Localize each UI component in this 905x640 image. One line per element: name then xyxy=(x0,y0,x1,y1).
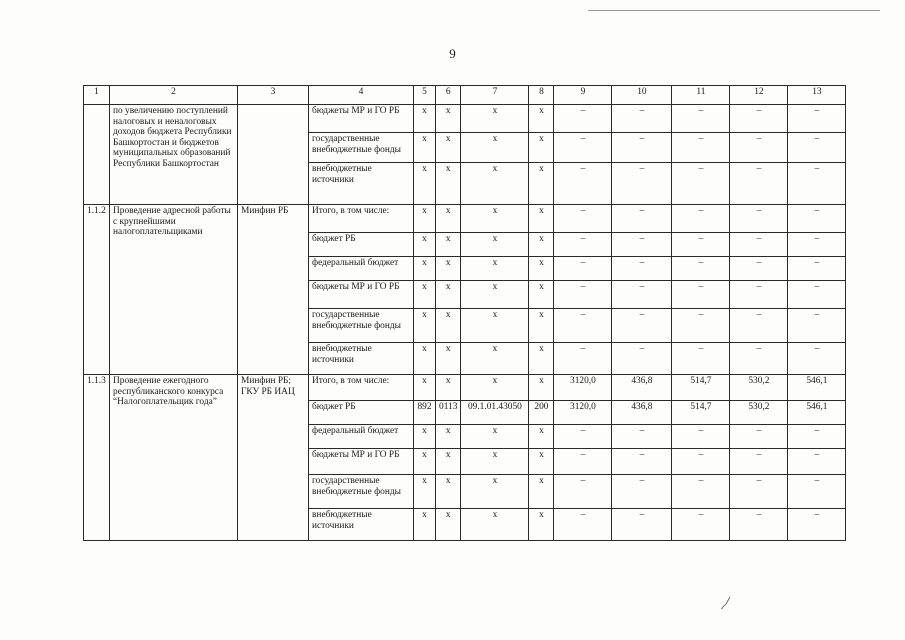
cell-c8: х xyxy=(529,105,554,133)
cell-c11: – xyxy=(672,509,730,541)
cell-c10: – xyxy=(612,133,672,163)
cell-c12: 530,2 xyxy=(730,401,788,425)
cell-c8: х xyxy=(529,475,554,509)
funding-source: внебюджетные источники xyxy=(309,343,414,375)
cell-c10: – xyxy=(612,425,672,449)
cell-c10: – xyxy=(612,257,672,281)
activity-name: по увеличению поступлений налоговых и неналоговых доходов бюджета Республики Башкортостан и бюджетов муниципальных образований Республики Башкортостан xyxy=(110,105,238,205)
cell-c5: х xyxy=(414,375,436,401)
cell-c5: 892 xyxy=(414,401,436,425)
cell-c13: – xyxy=(788,425,846,449)
header-row xyxy=(84,86,846,105)
cell-c10: – xyxy=(612,281,672,309)
cell-c12: – xyxy=(730,309,788,343)
cell-c8: х xyxy=(529,257,554,281)
cell-c13: – xyxy=(788,509,846,541)
cell-c10: – xyxy=(612,105,672,133)
cell-c8: х xyxy=(529,133,554,163)
column-header-4: 4 xyxy=(309,86,414,105)
cell-c11: – xyxy=(672,475,730,509)
cell-c13: – xyxy=(788,257,846,281)
cell-c13: – xyxy=(788,233,846,257)
cell-c12: – xyxy=(730,343,788,375)
item-code: 1.1.3 xyxy=(84,375,110,541)
cell-c11: – xyxy=(672,449,730,475)
cell-c8: х xyxy=(529,343,554,375)
cell-c9: – xyxy=(554,205,612,233)
cell-c9: 3120,0 xyxy=(554,401,612,425)
cell-c8: х xyxy=(529,309,554,343)
cell-c13: – xyxy=(788,105,846,133)
cell-c8: х xyxy=(529,449,554,475)
cell-c5: х xyxy=(414,133,436,163)
cell-c9: – xyxy=(554,233,612,257)
item-code: 1.1.2 xyxy=(84,205,110,375)
cell-c11: – xyxy=(672,105,730,133)
cell-c6: х xyxy=(436,205,461,233)
cell-c11: – xyxy=(672,343,730,375)
cell-c5: х xyxy=(414,509,436,541)
cell-c13: – xyxy=(788,309,846,343)
cell-c5: х xyxy=(414,449,436,475)
cell-c12: – xyxy=(730,163,788,205)
cell-c8: х xyxy=(529,163,554,205)
cell-c9: – xyxy=(554,309,612,343)
table-row xyxy=(84,205,846,233)
cell-c5: х xyxy=(414,425,436,449)
cell-c12: – xyxy=(730,449,788,475)
cell-c6: х xyxy=(436,281,461,309)
cell-c8: х xyxy=(529,509,554,541)
cell-c9: – xyxy=(554,133,612,163)
cell-c7: х xyxy=(461,449,529,475)
cell-c7: х xyxy=(461,281,529,309)
column-header-6: 6 xyxy=(436,86,461,105)
cell-c8: х xyxy=(529,425,554,449)
cell-c13: 546,1 xyxy=(788,401,846,425)
funding-source: государственные внебюджетные фонды xyxy=(309,475,414,509)
cell-c13: – xyxy=(788,163,846,205)
funding-source: бюджеты МР и ГО РБ xyxy=(309,105,414,133)
cell-c11: – xyxy=(672,257,730,281)
cell-c9: – xyxy=(554,449,612,475)
pen-mark xyxy=(720,596,732,610)
cell-c13: – xyxy=(788,475,846,509)
cell-c7: х xyxy=(461,425,529,449)
funding-source: государственные внебюджетные фонды xyxy=(309,133,414,163)
cell-c7: х xyxy=(461,133,529,163)
cell-c13: – xyxy=(788,133,846,163)
executor xyxy=(238,105,309,205)
cell-c6: х xyxy=(436,449,461,475)
cell-c10: – xyxy=(612,309,672,343)
cell-c7: х xyxy=(461,509,529,541)
cell-c8: х xyxy=(529,375,554,401)
funding-source: внебюджетные источники xyxy=(309,163,414,205)
column-header-12: 12 xyxy=(730,86,788,105)
cell-c10: – xyxy=(612,163,672,205)
cell-c13: – xyxy=(788,449,846,475)
cell-c10: – xyxy=(612,509,672,541)
cell-c9: – xyxy=(554,281,612,309)
cell-c9: – xyxy=(554,475,612,509)
activity-name: Проведение ежегодного республиканского конкурса “Налогоплательщик года” xyxy=(110,375,238,541)
cell-c5: х xyxy=(414,233,436,257)
funding-source: федеральный бюджет xyxy=(309,257,414,281)
cell-c10: – xyxy=(612,449,672,475)
cell-c6: х xyxy=(436,105,461,133)
cell-c5: х xyxy=(414,205,436,233)
cell-c9: – xyxy=(554,425,612,449)
column-header-7: 7 xyxy=(461,86,529,105)
cell-c9: – xyxy=(554,509,612,541)
cell-c12: – xyxy=(730,133,788,163)
column-header-5: 5 xyxy=(414,86,436,105)
cell-c8: 200 xyxy=(529,401,554,425)
activity-name: Проведение адресной работы с крупнейшими налогоплательщиками xyxy=(110,205,238,375)
cell-c7: х xyxy=(461,375,529,401)
column-header-3: 3 xyxy=(238,86,309,105)
column-header-13: 13 xyxy=(788,86,846,105)
page-number: 9 xyxy=(449,46,456,61)
cell-c9: – xyxy=(554,163,612,205)
cell-c12: – xyxy=(730,475,788,509)
cell-c7: х xyxy=(461,163,529,205)
cell-c7: х xyxy=(461,343,529,375)
cell-c6: х xyxy=(436,375,461,401)
cell-c11: – xyxy=(672,205,730,233)
item-code xyxy=(84,105,110,205)
cell-c9: – xyxy=(554,343,612,375)
cell-c10: – xyxy=(612,233,672,257)
funding-source: бюджет РБ xyxy=(309,233,414,257)
cell-c7: 09.1.01.43050 xyxy=(461,401,529,425)
cell-c10: 436,8 xyxy=(612,401,672,425)
cell-c13: 546,1 xyxy=(788,375,846,401)
cell-c8: х xyxy=(529,233,554,257)
cell-c7: х xyxy=(461,105,529,133)
cell-c9: 3120,0 xyxy=(554,375,612,401)
funding-source: бюджеты МР и ГО РБ xyxy=(309,281,414,309)
column-header-11: 11 xyxy=(672,86,730,105)
cell-c12: – xyxy=(730,257,788,281)
funding-source: Итого, в том числе: xyxy=(309,375,414,401)
cell-c5: х xyxy=(414,257,436,281)
table-row xyxy=(84,105,846,133)
top-rule-line xyxy=(588,10,880,11)
cell-c12: – xyxy=(730,233,788,257)
funding-source: федеральный бюджет xyxy=(309,425,414,449)
cell-c6: х xyxy=(436,309,461,343)
cell-c8: х xyxy=(529,205,554,233)
cell-c5: х xyxy=(414,163,436,205)
column-header-10: 10 xyxy=(612,86,672,105)
cell-c11: – xyxy=(672,309,730,343)
cell-c11: – xyxy=(672,233,730,257)
cell-c13: – xyxy=(788,281,846,309)
cell-c11: – xyxy=(672,163,730,205)
column-header-1: 1 xyxy=(84,86,110,105)
executor: Минфин РБ; ГКУ РБ ИАЦ xyxy=(238,375,309,541)
cell-c6: х xyxy=(436,343,461,375)
cell-c12: – xyxy=(730,425,788,449)
funding-source: бюджеты МР и ГО РБ xyxy=(309,449,414,475)
cell-c12: – xyxy=(730,205,788,233)
cell-c7: х xyxy=(461,233,529,257)
funding-source: бюджет РБ xyxy=(309,401,414,425)
column-header-9: 9 xyxy=(554,86,612,105)
cell-c13: – xyxy=(788,343,846,375)
cell-c12: – xyxy=(730,281,788,309)
cell-c6: х xyxy=(436,509,461,541)
cell-c11: 514,7 xyxy=(672,401,730,425)
cell-c5: х xyxy=(414,475,436,509)
cell-c11: – xyxy=(672,133,730,163)
budget-table xyxy=(83,85,846,541)
cell-c5: х xyxy=(414,105,436,133)
cell-c13: – xyxy=(788,205,846,233)
cell-c9: – xyxy=(554,257,612,281)
cell-c10: 436,8 xyxy=(612,375,672,401)
cell-c5: х xyxy=(414,281,436,309)
cell-c7: х xyxy=(461,205,529,233)
cell-c6: х xyxy=(436,233,461,257)
cell-c9: – xyxy=(554,105,612,133)
cell-c5: х xyxy=(414,343,436,375)
table-row xyxy=(84,375,846,401)
executor: Минфин РБ xyxy=(238,205,309,375)
cell-c11: – xyxy=(672,281,730,309)
cell-c11: – xyxy=(672,425,730,449)
funding-source: государственные внебюджетные фонды xyxy=(309,309,414,343)
cell-c6: х xyxy=(436,257,461,281)
column-header-8: 8 xyxy=(529,86,554,105)
funding-source: внебюджетные источники xyxy=(309,509,414,541)
cell-c12: 530,2 xyxy=(730,375,788,401)
cell-c7: х xyxy=(461,475,529,509)
cell-c6: х xyxy=(436,133,461,163)
cell-c6: х xyxy=(436,475,461,509)
cell-c8: х xyxy=(529,281,554,309)
cell-c12: – xyxy=(730,105,788,133)
cell-c5: х xyxy=(414,309,436,343)
cell-c11: 514,7 xyxy=(672,375,730,401)
cell-c12: – xyxy=(730,509,788,541)
cell-c7: х xyxy=(461,309,529,343)
cell-c10: – xyxy=(612,205,672,233)
cell-c6: х xyxy=(436,163,461,205)
cell-c7: х xyxy=(461,257,529,281)
column-header-2: 2 xyxy=(110,86,238,105)
cell-c6: 0113 xyxy=(436,401,461,425)
cell-c10: – xyxy=(612,343,672,375)
cell-c6: х xyxy=(436,425,461,449)
cell-c10: – xyxy=(612,475,672,509)
funding-source: Итого, в том числе: xyxy=(309,205,414,233)
